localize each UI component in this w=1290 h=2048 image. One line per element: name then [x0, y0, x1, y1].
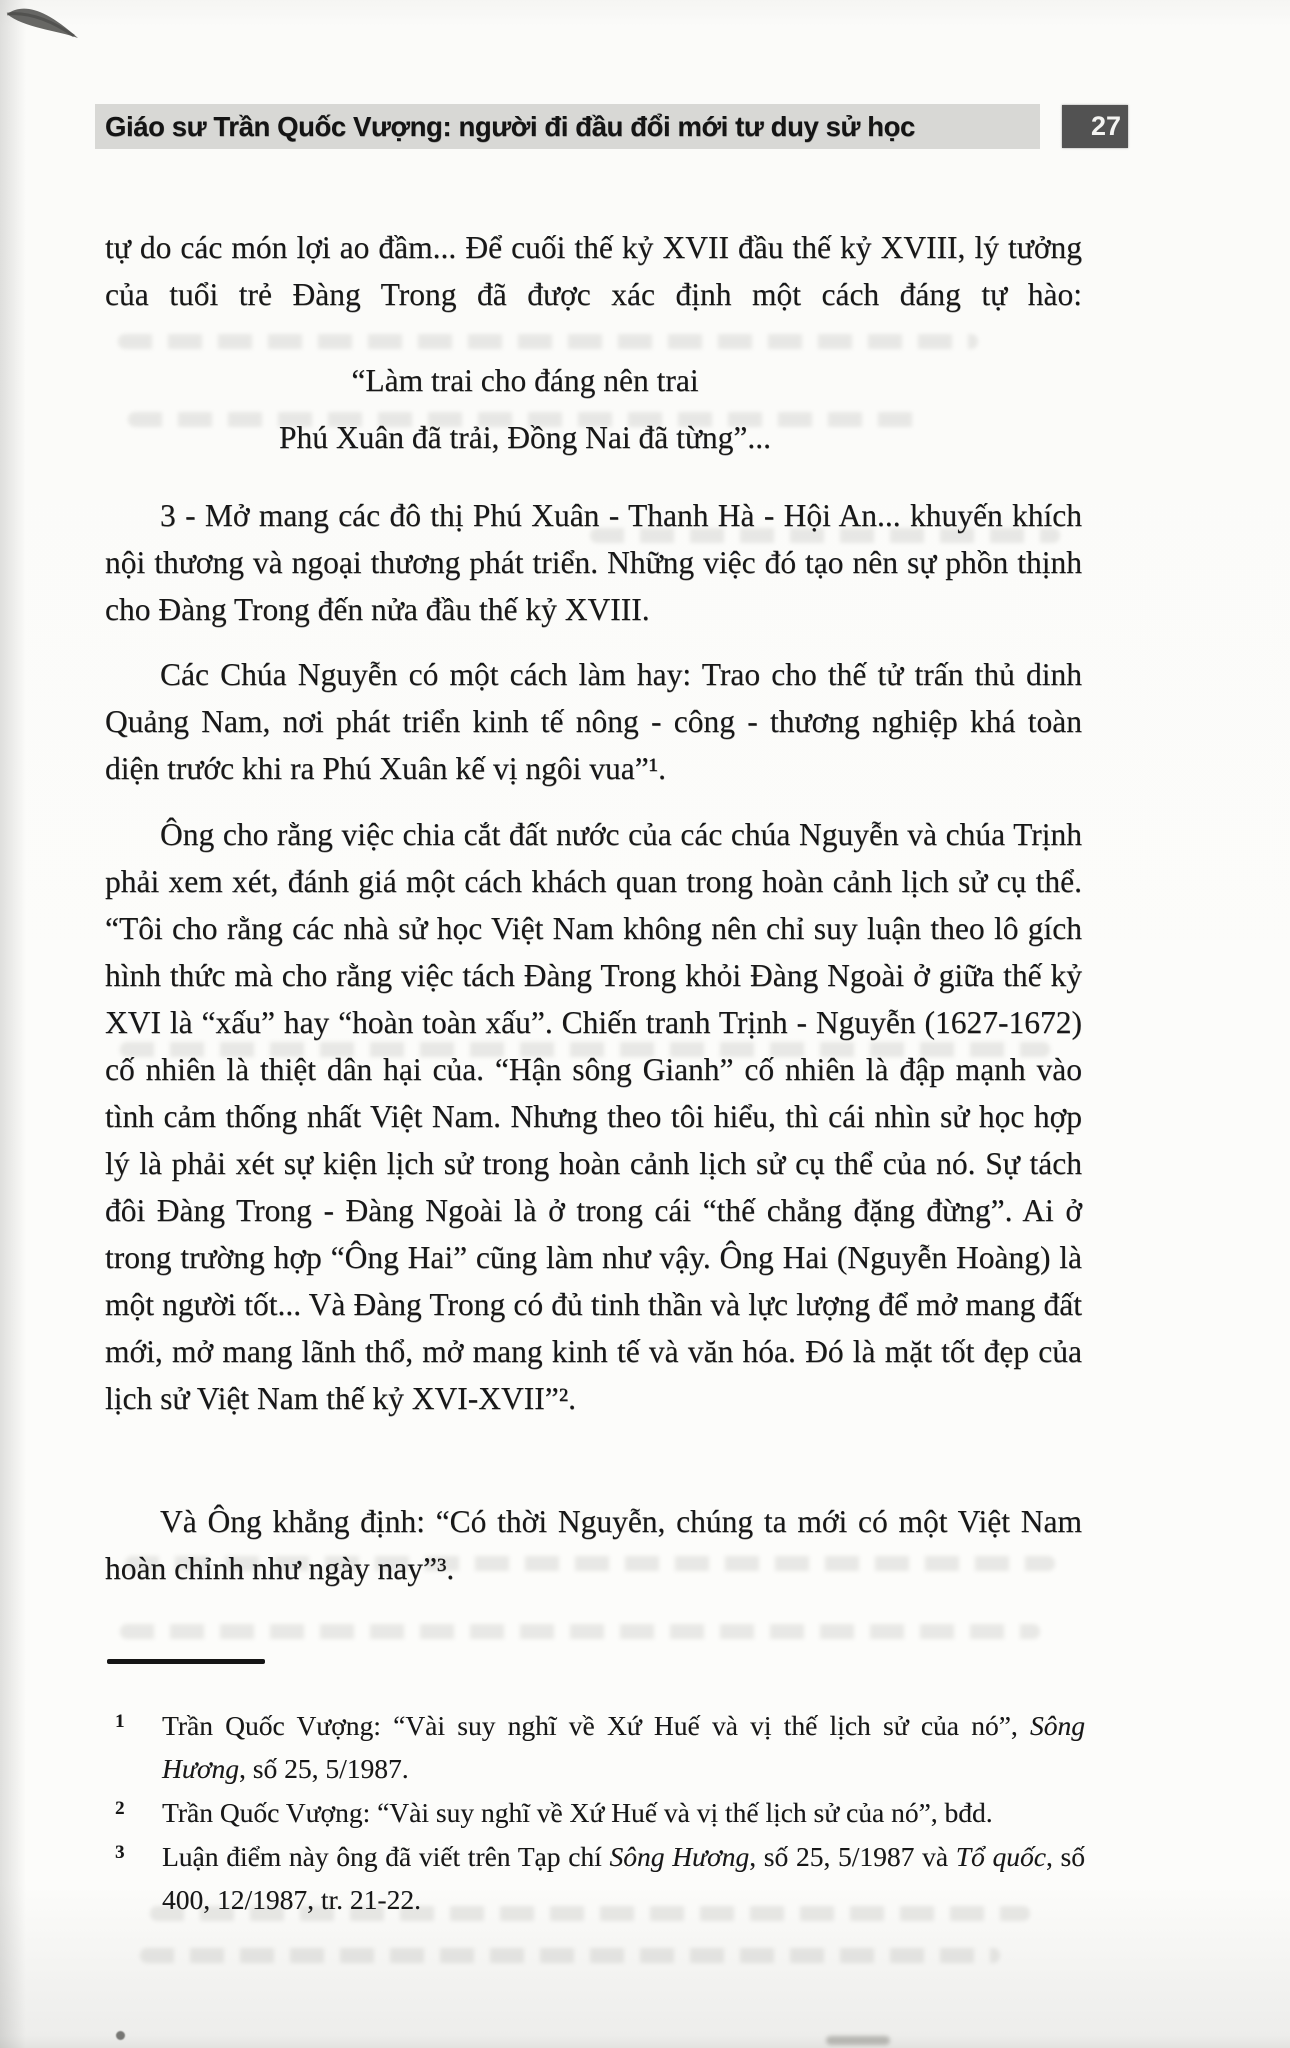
footnote-3-journal-2: Tổ quốc	[955, 1841, 1046, 1872]
footnote-3	[105, 1835, 1085, 1921]
paragraph-item-3: 3 - Mở mang các đô thị Phú Xuân - Thanh Hà - Hội An... khuyến khích nội thương và ngoại thương phát triển. Những việc đó tạo nên sự phồn thịnh cho Đàng Trong đến nửa đầu thế kỷ XVIII.	[105, 498, 1082, 627]
footnote-2-marker: 2	[115, 1798, 125, 1819]
footnote-rule	[107, 1659, 265, 1664]
footnote-1-text: Trần Quốc Vượng: “Vài suy nghĩ về Xứ Huế và vị thế lịch sử của nó”, Sông Hương, số 25, 5/1987.	[162, 1710, 1085, 1784]
running-header-title: Giáo sư Trần Quốc Vượng: người đi đầu đổi mới tư duy sử học	[105, 110, 915, 142]
bleedthrough-ghost-line	[120, 1624, 1040, 1639]
footnote-1	[105, 1704, 1085, 1790]
verse-line-2: Phú Xuân đã trải, Đồng Nai đã từng”...	[278, 420, 772, 455]
bleedthrough-ghost-line	[118, 334, 978, 349]
page-number: 27	[1090, 111, 1121, 141]
footnotes-section	[105, 1704, 1085, 1922]
scan-speck	[116, 2031, 125, 2040]
paragraph-conclusion: Và Ông khẳng định: “Có thời Nguyễn, chúng ta mới có một Việt Nam hoàn chỉnh như ngày nay”³.	[105, 1504, 1082, 1586]
footnote-2	[105, 1791, 1085, 1834]
bleedthrough-ghost-line	[140, 1948, 1000, 1963]
paragraph-chua-nguyen: Các Chúa Nguyễn có một cách làm hay: Trao cho thế tử trấn thủ dinh Quảng Nam, nơi phát triển kinh tế nông - công - thương nghiệp khá toàn diện trước khi ra Phú Xuân kế vị ngôi vua”¹.	[105, 657, 1082, 786]
footnote-3-text: Luận điểm này ông đã viết trên Tạp chí Sông Hương, số 25, 5/1987 và Tổ quốc, số 400, 12/1987, tr. 21-22.	[162, 1841, 1085, 1915]
footnote-2-text: Trần Quốc Vượng: “Vài suy nghĩ về Xứ Huế và vị thế lịch sử của nó”, bđd.	[162, 1797, 993, 1828]
footnote-1-marker: 1	[115, 1711, 125, 1732]
page-number-badge	[1062, 105, 1128, 148]
running-header-bar	[95, 104, 1040, 149]
verse-line-1: “Làm trai cho đáng nên trai	[351, 363, 699, 398]
paragraph-main-quote: Ông cho rằng việc chia cắt đất nước của các chúa Nguyễn và chúa Trịnh phải xem xét, đánh giá một cách khách quan trong hoàn cảnh lịch sử cụ thể. “Tôi cho rằng các nhà sử học Việt Nam không nên chỉ suy luận theo lô gích hình thức mà cho rằng việc tách Đàng Trong khỏi Đàng Ngoài ở giữa thế kỷ XVI là “xấu” hay “hoàn toàn xấu”. Chiến tranh Trịnh - Nguyễn (1627-1672) cố nhiên là thiệt dân hại của. “Hận sông Gianh” cố nhiên là đập mạnh vào tình cảm thống nhất Việt Nam. Nhưng theo tôi hiểu, thì cái nhìn sử học hợp lý là phải xét sự kiện lịch sử trong hoàn cảnh lịch sử cụ thể của nó. Sự tách đôi Đàng Trong - Đàng Ngoài là ở trong cái “thế chẳng đặng đừng”. Ai ở trong trường hợp “Ông Hai” cũng làm như vậy. Ông Hai (Nguyễn Hoàng) là một người tốt... Và Đàng Trong có đủ tinh thần và lực lượng để mở mang đất mới, mở mang lãnh thổ, mở mang kinh tế và văn hóa. Đó là mặt tốt đẹp của lịch sử Việt Nam thế kỷ XVI-XVII”².	[105, 817, 1082, 1416]
ink-smudge-mark	[4, 2, 90, 54]
scan-smudge	[826, 2036, 890, 2045]
verse-quote	[105, 352, 945, 466]
footnote-3-marker: 3	[115, 1842, 125, 1863]
footnote-1-journal: Sông Hương	[162, 1710, 1085, 1784]
paragraph-continued: tự do các món lợi ao đầm... Để cuối thế kỷ XVII đầu thế kỷ XVIII, lý tưởng của tuổi trẻ Đàng Trong đã được xác định một cách đáng tự hào:	[105, 230, 1082, 312]
footnote-3-journal-1: Sông Hương	[609, 1841, 750, 1872]
